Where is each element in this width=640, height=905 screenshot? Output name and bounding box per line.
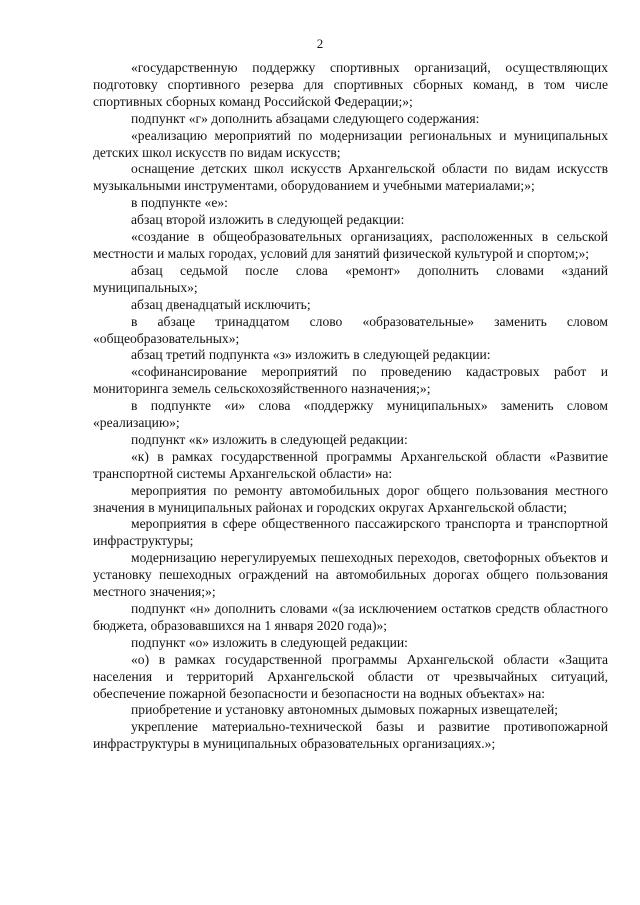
paragraph: модернизацию нерегулируемых пешеходных переходов, светофорных объектов и установку пешеходных ограждений на автомобильных дорогах общего пользования местного значения;»; xyxy=(93,550,608,600)
paragraph: «к) в рамках государственной программы Архангельской области «Развитие транспортной системы Архангельской области» на: xyxy=(93,448,608,481)
paragraph: абзац седьмой после слова «ремонт» дополнить словами «зданий муниципальных»; xyxy=(93,262,608,295)
paragraph: в абзаце тринадцатом слово «образовательные» заменить словом «общеобразовательных»; xyxy=(93,313,608,346)
paragraph: «реализацию мероприятий по модернизации региональных и муниципальных детских школ искусств по видам искусств; xyxy=(93,127,608,160)
paragraph: «о) в рамках государственной программы Архангельской области «Защита населения и территорий Архангельской области от чрезвычайных ситуаций, обеспечение пожарной безопасности и безопасности на водных объектах» на: xyxy=(93,651,608,701)
paragraph: приобретение и установку автономных дымовых пожарных извещателей; xyxy=(131,702,559,718)
paragraph: абзац двенадцатый исключить; xyxy=(131,296,311,312)
document-body xyxy=(93,60,608,753)
paragraph: абзац второй изложить в следующей редакции: xyxy=(131,212,405,228)
paragraph: подпункт «к» изложить в следующей редакции: xyxy=(131,431,408,447)
page-number: 2 xyxy=(316,36,324,51)
paragraph: подпункт «н» дополнить словами «(за исключением остатков средств областного бюджета, образовавшихся на 1 января 2020 года)»; xyxy=(93,601,608,633)
paragraph: «государственную поддержку спортивных организаций, осуществляющих подготовку спортивного резерва для спортивных сборных команд, в том числе спортивных сборных команд Российской Федерации;»; xyxy=(93,60,608,109)
paragraph: укрепление материально-технической базы и развитие противопожарной инфраструктуры в муниципальных образовательных организациях.»; xyxy=(93,719,608,752)
paragraph: оснащение детских школ искусств Архангельской области по видам искусств музыкальными инструментами, оборудованием и учебными материалами;»; xyxy=(93,161,608,194)
paragraph: в подпункте «е»: xyxy=(131,195,228,211)
paragraph: «софинансирование мероприятий по проведению кадастровых работ и мониторинга земель сельскохозяйственного назначения;»; xyxy=(93,364,608,397)
paragraph: в подпункте «и» слова «поддержку муниципальных» заменить словом «реализацию»; xyxy=(93,398,608,431)
paragraph: «создание в общеобразовательных организациях, расположенных в сельской местности и малых городах, условий для занятий физической культурой и спортом;»; xyxy=(93,229,608,261)
paragraph: мероприятия по ремонту автомобильных дорог общего пользования местного значения в муниципальных районах и городских округах Архангельской области; xyxy=(93,482,608,515)
paragraph: подпункт «о» изложить в следующей редакции: xyxy=(131,634,408,650)
paragraph: подпункт «г» дополнить абзацами следующего содержания: xyxy=(131,110,480,126)
paragraph: мероприятия в сфере общественного пассажирского транспорта и транспортной инфраструктуры; xyxy=(93,516,608,549)
paragraph: абзац третий подпункта «з» изложить в следующей редакции: xyxy=(131,347,491,363)
